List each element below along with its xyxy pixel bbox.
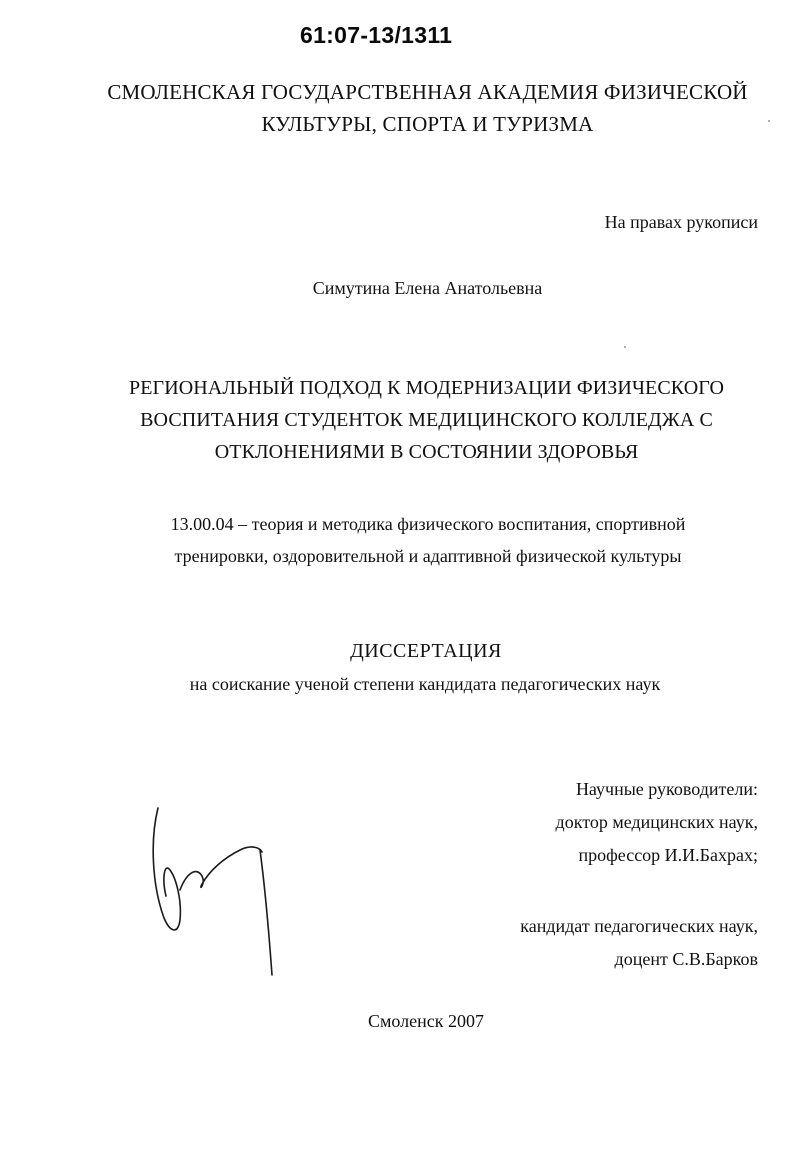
manuscript-rights-note: На правах рукописи	[604, 212, 758, 232]
archive-stamp-number: 61:07-13/1311	[300, 22, 453, 48]
specialty-line-1: 13.00.04 – теория и методика физического воспитания, спортивной	[170, 514, 686, 534]
work-type-heading: ДИССЕРТАЦИЯ	[350, 640, 502, 662]
supervisor-1-name: профессор И.И.Бахрах;	[578, 845, 758, 865]
supervisor-2-name: доцент С.В.Барков	[614, 949, 758, 969]
author-name: Симутина Елена Анатольевна	[312, 278, 543, 298]
title-line-2: ВОСПИТАНИЯ СТУДЕНТОК МЕДИЦИНСКОГО КОЛЛЕДЖА С	[140, 409, 713, 431]
handwritten-signature	[140, 800, 280, 980]
scan-speck	[624, 346, 626, 348]
supervisors-spacer	[520, 872, 758, 910]
institution-line-2: КУЛЬТУРЫ, СПОРТА И ТУРИЗМА	[261, 112, 594, 136]
title-line-1: РЕГИОНАЛЬНЫЙ ПОДХОД К МОДЕРНИЗАЦИИ ФИЗИЧЕСКОГО	[129, 377, 724, 399]
scan-speck	[768, 120, 770, 122]
institution-line-1: СМОЛЕНСКАЯ ГОСУДАРСТВЕННАЯ АКАДЕМИЯ ФИЗИЧЕСКОЙ	[107, 80, 748, 104]
scientific-supervisors	[520, 773, 758, 976]
degree-description: на соискание ученой степени кандидата педагогических наук	[189, 674, 661, 694]
institution-name	[60, 76, 795, 140]
title-line-3: ОТКЛОНЕНИЯМИ В СОСТОЯНИИ ЗДОРОВЬЯ	[214, 441, 639, 463]
supervisor-1-degree: доктор медицинских наук,	[555, 812, 758, 832]
supervisors-heading: Научные руководители:	[575, 779, 758, 799]
city-and-year: Смоленск 2007	[368, 1011, 484, 1031]
specialty-code	[40, 508, 800, 572]
specialty-line-2: тренировки, оздоровительной и адаптивной физической культуры	[174, 546, 682, 566]
supervisor-2-degree: кандидат педагогических наук,	[520, 916, 758, 936]
dissertation-title	[40, 372, 800, 468]
